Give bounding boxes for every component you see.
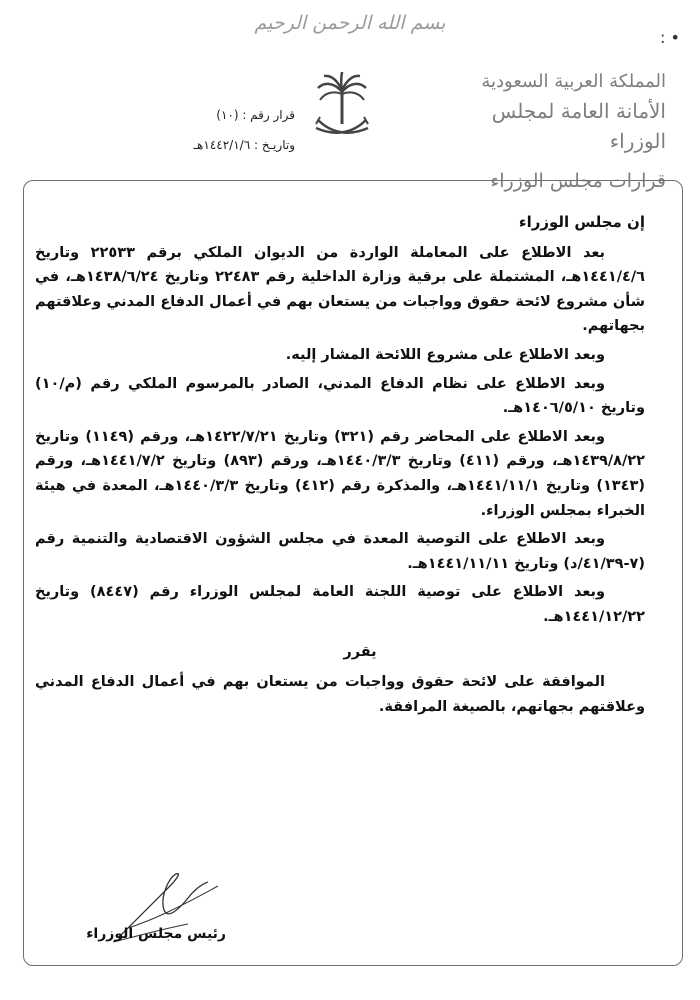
government-header <box>461 68 666 196</box>
paragraph-economic-council: وبعد الاطلاع على التوصية المعدة في مجلس الشؤون الاقتصادية والتنمية رقم (٧-٤١/٣٩/د) وتاريخ ١٤٤١/١١/١١هـ. <box>35 531 645 572</box>
council-heading: إن مجلس الوزراء <box>518 213 645 231</box>
paragraph-draft-regulation: وبعد الاطلاع على مشروع اللائحة المشار إليه. <box>285 346 605 363</box>
paragraph-royal-court: بعد الاطلاع على المعاملة الواردة من الديوان الملكي برقم ٢٢٥٣٣ وتاريخ ١٤٤١/٤/٦هـ، المشتملة على برقية وزارة الداخلية رقم ٢٢٤٨٣ وتاريخ ١٤٣٨/٦/٢٤هـ، في شأن مشروع لائحة حقوق وواجبات من يستعان بهم في أعمال الدفاع المدني وعلاقتهم بجهاتهم. <box>35 244 646 335</box>
signature-title: رئيس مجلس الوزراء <box>86 926 226 942</box>
decisions-label: قرارات مجلس الوزراء <box>490 170 666 192</box>
paragraph-civil-defense-law: وبعد الاطلاع على نظام الدفاع المدني، الصادر بالمرسوم الملكي رقم (م/١٠) وتاريخ ١٤٠٦/٥/١٠هـ. <box>35 375 645 417</box>
decision-body <box>35 210 645 723</box>
decision-number: قرار رقم : (١٠) <box>216 108 295 122</box>
resolution-text: الموافقة على لائحة حقوق وواجبات من يستعان بهم في أعمال الدفاع المدني وعلاقتهم بجهاتهم، بالصيغة المرافقة. <box>35 674 645 715</box>
decides-heading: يقرر <box>343 643 377 660</box>
decision-date: وتاريـخ : ١٤٤٢/١/٦هـ <box>193 138 295 152</box>
decision-info <box>95 100 295 160</box>
saudi-emblem-icon <box>312 72 372 142</box>
corner-mark: • : <box>660 28 680 47</box>
paragraph-general-committee: وبعد الاطلاع على توصية اللجنة العامة لمجلس الوزراء رقم (٨٤٤٧) وتاريخ ١٤٤١/١٢/٢٢هـ. <box>35 584 645 625</box>
paragraph-minutes: وبعد الاطلاع على المحاضر رقم (٣٢١) وتاريخ ١٤٢٢/٧/٢١هـ، ورقم (١١٤٩) وتاريخ ١٤٣٩/٨/٢٢هـ، ورقم (٤١١) وتاريخ ١٤٤٠/٣/٣هـ، ورقم (٨٩٣) وتاريخ ١٤٤١/٧/٢هـ، ورقم (١٣٤٣) وتاريخ ١٤٤١/١١/١هـ، والمذكرة رقم (٤١٢) وتاريخ ١٤٤٠/٣/٣هـ، المعدة في هيئة الخبراء بمجلس الوزراء. <box>35 428 646 519</box>
kingdom-name: المملكة العربية السعودية <box>481 71 666 92</box>
basmala: بسم الله الرحمن الرحيم <box>254 12 446 34</box>
secretariat-name: الأمانة العامة لمجلس الوزراء <box>491 99 666 153</box>
